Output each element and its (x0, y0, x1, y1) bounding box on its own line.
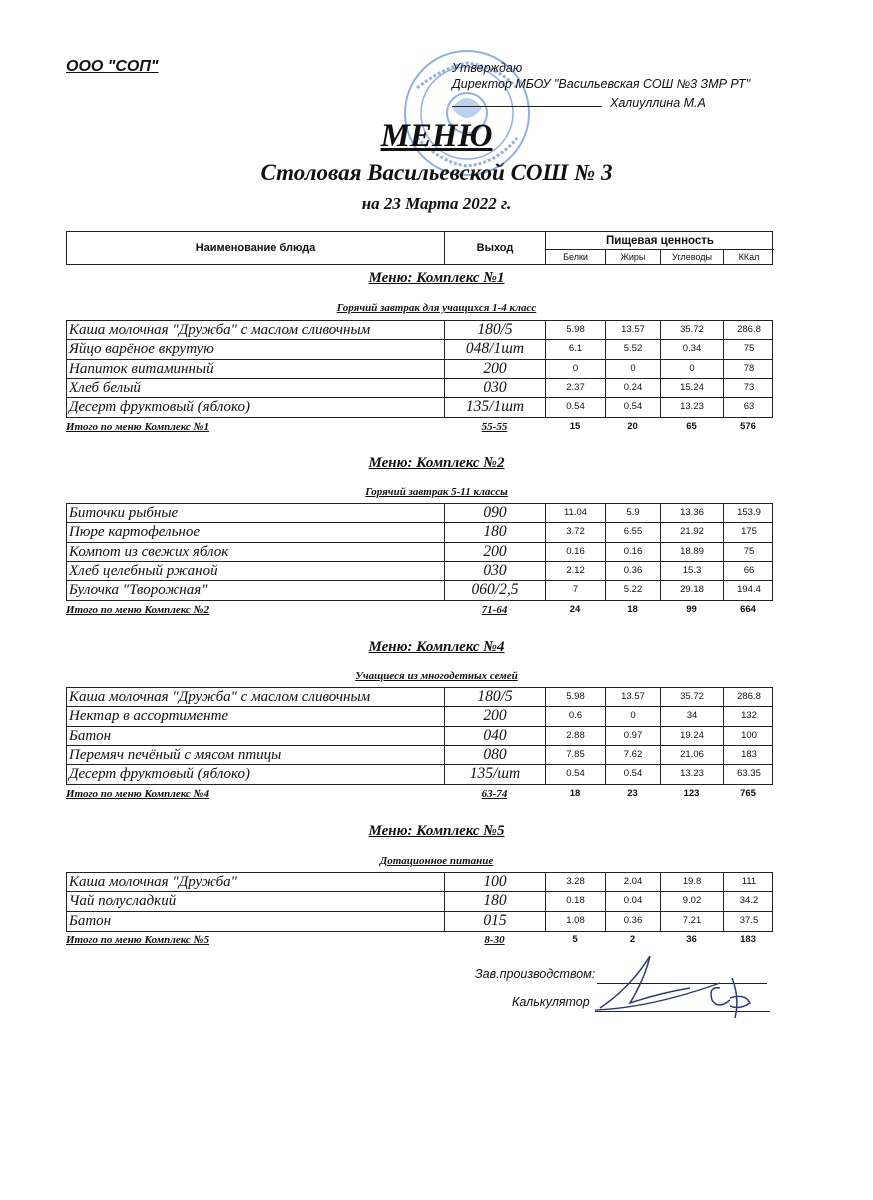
value-kcal: 34.2 (739, 895, 759, 907)
value-carbs: 34 (661, 707, 724, 725)
total-output: 8-30 (484, 934, 505, 946)
section-title: Меню: Комплекс №2 (368, 455, 505, 471)
value-fats: 5.52 (606, 340, 661, 358)
value-proteins: 2.37 (546, 379, 606, 397)
value-proteins: 1.08 (546, 912, 606, 931)
value-proteins: 2.12 (546, 562, 606, 580)
value-kcal: 66 (743, 564, 755, 576)
table-header (66, 231, 773, 265)
value-fats: 0.54 (606, 398, 661, 417)
dish-name: Компот из свежих яблок (67, 543, 445, 561)
section-total (66, 934, 773, 948)
value-fats: 13.57 (606, 688, 661, 706)
value-proteins: 0.18 (546, 892, 606, 910)
table-row (67, 379, 772, 398)
dish-name: Нектар в ассортименте (67, 707, 445, 725)
value-carbs: 21.06 (661, 746, 724, 764)
total-proteins: 5 (572, 934, 578, 945)
dish-output: 100 (445, 873, 546, 891)
table-row (67, 912, 772, 931)
section-subtitle: Дотационное питание (379, 855, 494, 867)
dish-name: Хлеб целебный ржаной (67, 562, 445, 580)
value-kcal: 132 (741, 710, 757, 722)
table-row (67, 892, 772, 911)
director-title: Директор МБОУ "Васильевская СОШ №3 ЗМР РТ" (452, 77, 751, 91)
value-carbs: 35.72 (661, 321, 724, 339)
value-carbs: 0.34 (661, 340, 724, 358)
menu-table (66, 872, 773, 932)
value-kcal: 63 (743, 401, 755, 413)
value-proteins: 3.28 (546, 873, 606, 891)
table-row (67, 727, 772, 746)
value-kcal: 75 (743, 343, 755, 355)
section-subtitle: Горячий завтрак 5-11 классы (365, 486, 508, 498)
production-manager-label: Зав.производством: (475, 967, 596, 981)
calculator-label: Калькулятор (512, 995, 590, 1009)
director-name: Халиуллина М.А (610, 96, 706, 110)
total-carbs: 36 (686, 934, 697, 945)
value-fats: 0.36 (606, 562, 661, 580)
value-proteins: 2.88 (546, 727, 606, 745)
value-fats: 5.9 (606, 504, 661, 522)
value-proteins: 6.1 (546, 340, 606, 358)
value-proteins: 7.85 (546, 746, 606, 764)
dish-output: 048/1шт (445, 340, 546, 358)
value-fats: 0.54 (606, 765, 661, 784)
value-fats: 0.04 (606, 892, 661, 910)
total-kcal: 576 (740, 421, 756, 432)
total-label: Итого по меню Комплекс №5 (66, 934, 210, 946)
table-row (67, 688, 772, 707)
value-kcal: 100 (741, 729, 757, 741)
section-title: Меню: Комплекс №4 (368, 639, 505, 655)
menu-table (66, 687, 773, 785)
value-kcal: 73 (743, 381, 755, 393)
dish-output: 180 (445, 523, 546, 541)
table-row (67, 523, 772, 542)
value-kcal: 37.5 (739, 914, 759, 926)
dish-name: Биточки рыбные (67, 504, 445, 522)
table-row (67, 746, 772, 765)
value-carbs: 19.8 (661, 873, 724, 891)
value-carbs: 19.24 (661, 727, 724, 745)
value-proteins: 0.54 (546, 398, 606, 417)
total-output: 71-64 (481, 604, 508, 616)
value-kcal: 75 (743, 545, 755, 557)
dish-name: Хлеб белый (67, 379, 445, 397)
value-carbs: 7.21 (661, 912, 724, 931)
total-fats: 20 (627, 421, 638, 432)
menu-date: на 23 Марта 2022 г. (361, 194, 512, 213)
dish-name: Каша молочная "Дружба" с маслом сливочным (67, 321, 445, 339)
dish-name: Каша молочная "Дружба" с маслом сливочным (67, 688, 445, 706)
total-label: Итого по меню Комплекс №4 (66, 788, 210, 800)
value-proteins: 11.04 (546, 504, 606, 522)
dish-name: Яйцо варёное вкрутую (67, 340, 445, 358)
dish-output: 040 (445, 727, 546, 745)
value-fats: 0.97 (606, 727, 661, 745)
total-proteins: 18 (569, 788, 581, 799)
dish-output: 200 (445, 360, 546, 378)
dish-name: Пюре картофельное (67, 523, 445, 541)
value-carbs: 35.72 (661, 688, 724, 706)
menu-table (66, 503, 773, 601)
header-dish-name: Наименование блюда (67, 232, 445, 264)
value-kcal: 286.8 (737, 324, 761, 335)
total-label: Итого по меню Комплекс №1 (66, 421, 210, 433)
dish-output: 015 (445, 912, 546, 931)
value-proteins: 7 (546, 581, 606, 600)
page-title: МЕНЮ (380, 118, 493, 154)
table-row (67, 398, 772, 417)
dish-output: 200 (445, 543, 546, 561)
value-fats: 0.16 (606, 543, 661, 561)
table-row (67, 562, 772, 581)
value-kcal: 286.8 (737, 691, 761, 702)
value-proteins: 5.98 (546, 688, 606, 706)
dish-output: 180/5 (445, 321, 546, 339)
table-row (67, 321, 772, 340)
organization-name: ООО "СОП" (66, 58, 159, 75)
value-carbs: 29.18 (661, 581, 724, 600)
value-fats: 2.04 (606, 873, 661, 891)
total-fats: 18 (627, 604, 638, 615)
section-title: Меню: Комплекс №5 (368, 823, 505, 839)
value-proteins: 0.16 (546, 543, 606, 561)
canteen-subtitle: Столовая Васильевской СОШ № 3 (260, 160, 613, 185)
value-kcal: 78 (743, 362, 755, 374)
table-row (67, 504, 772, 523)
dish-name: Десерт фруктовый (яблоко) (67, 398, 445, 417)
value-fats: 7.62 (606, 746, 661, 764)
approval-block (452, 60, 750, 92)
dish-name: Перемяч печёный с мясом птицы (67, 746, 445, 764)
dish-name: Батон (67, 912, 445, 931)
dish-output: 135/1шт (445, 398, 546, 417)
value-fats: 0.24 (606, 379, 661, 397)
dish-output: 030 (445, 562, 546, 580)
table-row (67, 543, 772, 562)
dish-output: 030 (445, 379, 546, 397)
header-proteins: Белки (546, 250, 606, 265)
total-label: Итого по меню Комплекс №2 (66, 604, 210, 616)
table-row (67, 707, 772, 726)
total-output: 63-74 (481, 788, 508, 800)
section-total (66, 788, 773, 802)
dish-output: 135/шт (445, 765, 546, 784)
section-subtitle: Горячий завтрак для учащихся 1-4 класс (336, 302, 537, 314)
section-total (66, 421, 773, 435)
value-fats: 0 (606, 707, 661, 725)
value-proteins: 5.98 (546, 321, 606, 339)
value-kcal: 111 (741, 876, 757, 887)
dish-output: 200 (445, 707, 546, 725)
value-carbs: 13.36 (661, 504, 724, 522)
section-total (66, 604, 773, 618)
total-fats: 23 (627, 788, 638, 799)
dish-output: 090 (445, 504, 546, 522)
value-kcal: 183 (741, 748, 757, 760)
dish-name: Каша молочная "Дружба" (67, 873, 445, 891)
total-output: 55-55 (481, 421, 508, 433)
total-kcal: 183 (740, 934, 756, 945)
total-carbs: 65 (686, 421, 697, 432)
handwritten-signature-icon (590, 948, 770, 1028)
header-kcal: ККал (738, 252, 760, 262)
value-carbs: 13.23 (661, 765, 724, 784)
dish-name: Напиток витаминный (67, 360, 445, 378)
dish-output: 180/5 (445, 688, 546, 706)
dish-output: 080 (445, 746, 546, 764)
header-nutrition: Пищевая ценность (546, 232, 774, 250)
total-carbs: 123 (683, 788, 700, 799)
dish-output: 060/2,5 (445, 581, 546, 600)
director-signature-line (452, 106, 602, 107)
total-proteins: 15 (569, 421, 581, 432)
value-carbs: 21.92 (661, 523, 724, 541)
approve-label: Утверждаю (452, 61, 523, 75)
value-carbs: 13.23 (661, 398, 724, 417)
dish-name: Чай полусладкий (67, 892, 445, 910)
table-row (67, 765, 772, 784)
value-fats: 0 (606, 360, 661, 378)
value-proteins: 0.54 (546, 765, 606, 784)
total-fats: 2 (629, 934, 636, 945)
value-fats: 0.36 (606, 912, 661, 931)
section-subtitle: Учащиеся из многодетных семей (355, 670, 518, 682)
value-carbs: 15.3 (661, 562, 724, 580)
value-proteins: 3.72 (546, 523, 606, 541)
dish-output: 180 (445, 892, 546, 910)
value-kcal: 153.9 (737, 507, 761, 518)
value-kcal: 63.35 (737, 768, 761, 780)
header-fats: Жиры (606, 250, 661, 265)
total-kcal: 664 (740, 604, 756, 615)
value-proteins: 0 (546, 360, 606, 378)
table-row (67, 360, 772, 379)
total-proteins: 24 (569, 604, 581, 615)
menu-table (66, 320, 773, 418)
value-fats: 5.22 (606, 581, 661, 600)
dish-name: Десерт фруктовый (яблоко) (67, 765, 445, 784)
value-kcal: 194.4 (737, 584, 761, 596)
table-row (67, 873, 772, 892)
total-carbs: 99 (686, 604, 697, 615)
header-output: Выход (445, 232, 546, 264)
value-fats: 13.57 (606, 321, 661, 339)
value-carbs: 9.02 (661, 892, 724, 910)
value-fats: 6.55 (606, 523, 661, 541)
value-proteins: 0.6 (546, 707, 606, 725)
total-kcal: 765 (740, 788, 756, 799)
value-carbs: 0 (661, 360, 724, 378)
section-title: Меню: Комплекс №1 (368, 270, 505, 286)
table-row (67, 581, 772, 600)
value-carbs: 15.24 (661, 379, 724, 397)
dish-name: Булочка "Творожная" (67, 581, 445, 600)
header-carbs: Углеводы (661, 250, 724, 265)
dish-name: Батон (67, 727, 445, 745)
value-carbs: 18.89 (661, 543, 724, 561)
value-kcal: 175 (741, 526, 757, 538)
table-row (67, 340, 772, 359)
